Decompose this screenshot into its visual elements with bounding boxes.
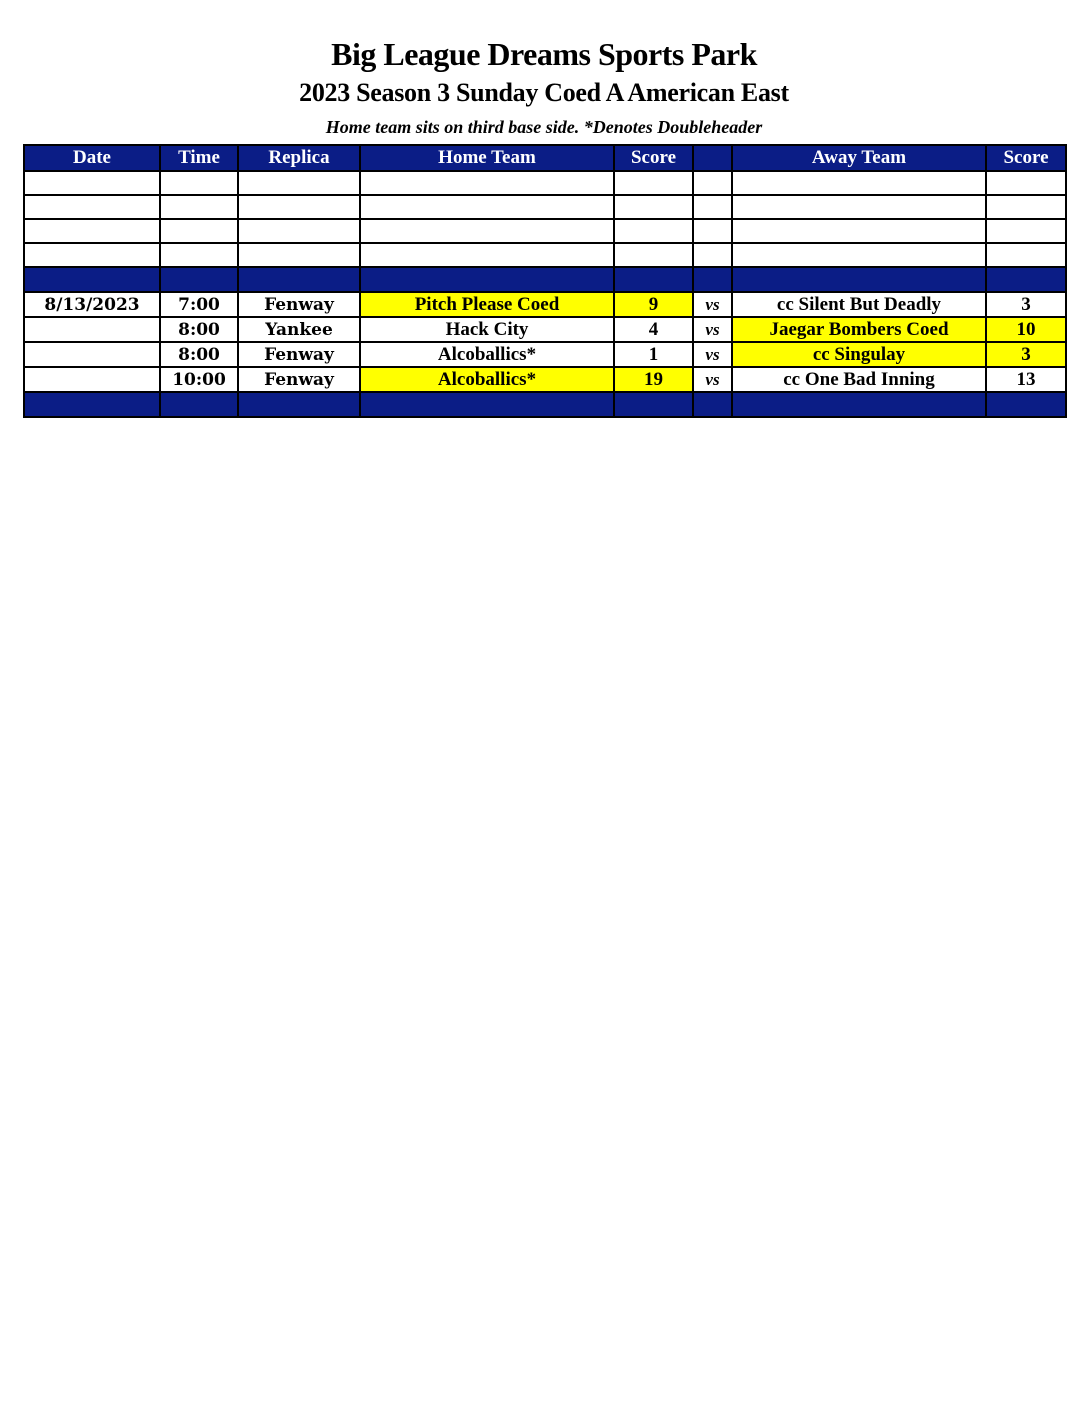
col-header-away-score: Score (986, 145, 1066, 171)
empty-row (24, 219, 1066, 243)
away-score: 13 (986, 367, 1066, 392)
band-cell (732, 267, 986, 292)
band-cell (360, 392, 614, 417)
empty-cell (160, 219, 238, 243)
home-score: 9 (614, 292, 693, 317)
band-cell (160, 267, 238, 292)
game-row (24, 317, 1066, 342)
empty-cell (238, 219, 360, 243)
away-score: 10 (986, 317, 1066, 342)
empty-cell (614, 243, 693, 267)
empty-cell (693, 171, 732, 195)
home-team: Alcoballics* (360, 367, 614, 392)
divider-band (24, 392, 1066, 417)
empty-cell (986, 219, 1066, 243)
empty-cell (986, 171, 1066, 195)
empty-cell (24, 243, 160, 267)
band-cell (238, 392, 360, 417)
away-team: cc Silent But Deadly (732, 292, 986, 317)
home-score: 1 (614, 342, 693, 367)
col-header-date: Date (24, 145, 160, 171)
page-subtitle: 2023 Season 3 Sunday Coed A American East (299, 78, 789, 107)
game-row (24, 367, 1066, 392)
empty-row (24, 171, 1066, 195)
game-date (24, 342, 160, 367)
band-cell (24, 392, 160, 417)
band-cell (160, 392, 238, 417)
home-score: 4 (614, 317, 693, 342)
empty-cell (732, 195, 986, 219)
game-field: Yankee (238, 317, 360, 342)
empty-cell (986, 195, 1066, 219)
empty-cell (160, 171, 238, 195)
home-team: Pitch Please Coed (360, 292, 614, 317)
empty-cell (732, 171, 986, 195)
game-field: Fenway (238, 342, 360, 367)
empty-cell (693, 219, 732, 243)
col-header-replica: Replica (238, 145, 360, 171)
empty-cell (360, 171, 614, 195)
empty-cell (24, 195, 160, 219)
away-score: 3 (986, 342, 1066, 367)
header-row (24, 145, 1066, 171)
empty-row (24, 195, 1066, 219)
game-date (24, 317, 160, 342)
band-cell (614, 392, 693, 417)
empty-cell (24, 219, 160, 243)
empty-cell (614, 171, 693, 195)
away-team: cc Singulay (732, 342, 986, 367)
vs-label: vs (693, 342, 732, 367)
band-cell (693, 392, 732, 417)
empty-cell (732, 219, 986, 243)
game-time: 8:00 (160, 317, 238, 342)
band-cell (732, 392, 986, 417)
band-cell (360, 267, 614, 292)
away-score: 3 (986, 292, 1066, 317)
empty-cell (360, 219, 614, 243)
game-date (24, 367, 160, 392)
empty-cell (693, 243, 732, 267)
col-header-away-team: Away Team (732, 145, 986, 171)
vs-label: vs (693, 367, 732, 392)
home-team: Hack City (360, 317, 614, 342)
game-field: Fenway (238, 292, 360, 317)
empty-row (24, 243, 1066, 267)
empty-cell (238, 171, 360, 195)
schedule-table (23, 144, 1067, 418)
away-team: Jaegar Bombers Coed (732, 317, 986, 342)
band-cell (986, 392, 1066, 417)
empty-cell (160, 195, 238, 219)
empty-cell (238, 243, 360, 267)
game-time: 8:00 (160, 342, 238, 367)
home-score: 19 (614, 367, 693, 392)
schedule-note: Home team sits on third base side. *Denotes Doubleheader (325, 117, 763, 137)
vs-label: vs (693, 292, 732, 317)
col-header-home-team: Home Team (360, 145, 614, 171)
game-row (24, 292, 1066, 317)
away-team: cc One Bad Inning (732, 367, 986, 392)
empty-cell (160, 243, 238, 267)
empty-cell (614, 195, 693, 219)
empty-cell (986, 243, 1066, 267)
empty-cell (360, 243, 614, 267)
divider-band (24, 267, 1066, 292)
page-title: Big League Dreams Sports Park (331, 36, 757, 72)
col-header-vs (693, 145, 732, 171)
game-time: 10:00 (160, 367, 238, 392)
band-cell (693, 267, 732, 292)
col-header-time: Time (160, 145, 238, 171)
game-field: Fenway (238, 367, 360, 392)
game-row (24, 342, 1066, 367)
empty-cell (360, 195, 614, 219)
band-cell (986, 267, 1066, 292)
vs-label: vs (693, 317, 732, 342)
empty-cell (24, 171, 160, 195)
home-team: Alcoballics* (360, 342, 614, 367)
col-header-home-score: Score (614, 145, 693, 171)
band-cell (24, 267, 160, 292)
game-time: 7:00 (160, 292, 238, 317)
empty-cell (614, 219, 693, 243)
band-cell (238, 267, 360, 292)
empty-cell (238, 195, 360, 219)
band-cell (614, 267, 693, 292)
game-date: 8/13/2023 (24, 292, 160, 317)
empty-cell (693, 195, 732, 219)
empty-cell (732, 243, 986, 267)
